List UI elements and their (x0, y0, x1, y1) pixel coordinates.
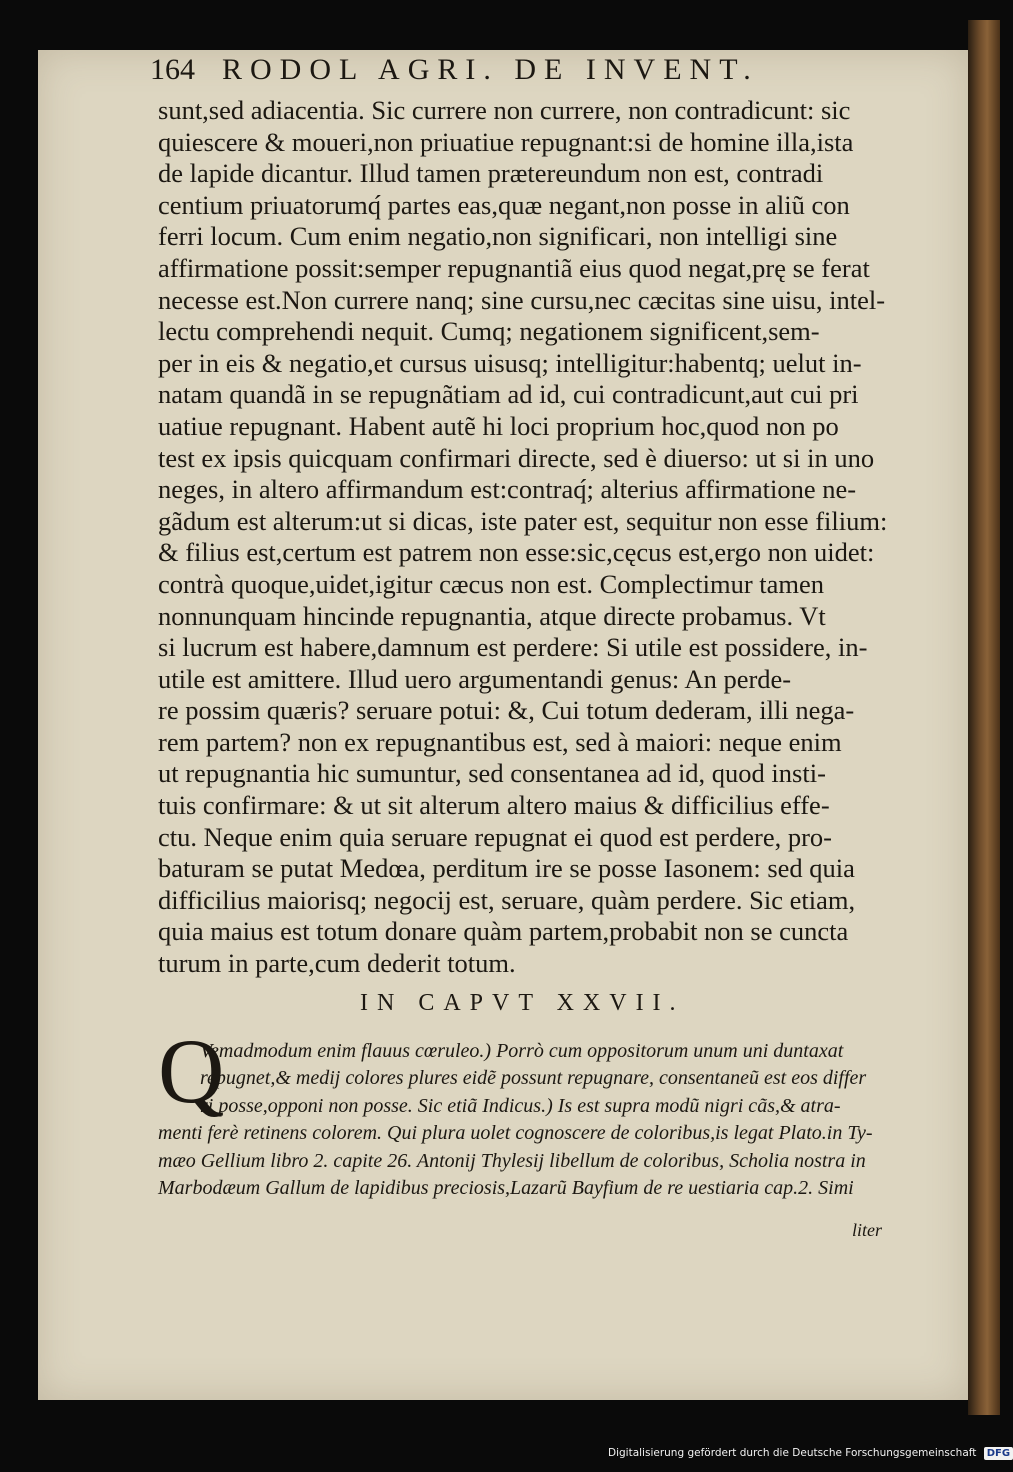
commentary-notes (158, 1038, 940, 1202)
main-text-block (158, 95, 948, 980)
text-line: quia maius est totum donare quàm partem,probabit non se cuncta (158, 916, 849, 947)
text-line: si lucrum est habere,damnum est perdere: Si utile est possidere, in- (158, 632, 868, 663)
drop-cap-initial: Q (158, 1020, 225, 1122)
text-line: de lapide dicantur. Illud tamen prætereundum non est, contradi (158, 158, 824, 189)
note-line: Marbodæum Gallum de lapidibus preciosis,Lazarũ Bayfium de re uestiaria cap.2. Simi (158, 1176, 854, 1199)
text-line: per in eis & negatio,et cursus uisusq; intelligitur:habentq; uelut in- (158, 347, 862, 378)
note-line: menti ferè retinens colorem. Qui plura uolet cognoscere de coloribus,is legat Plato.in Ty- (158, 1122, 873, 1145)
note-line: repugnet,& medij colores plures eidẽ possunt repugnare, consentaneũ est eos differ (200, 1067, 867, 1090)
running-head (150, 53, 850, 93)
text-line: nonnunquam hincinde repugnantia, atque directe probamus. Vt (158, 600, 826, 631)
text-line: turum in parte,cum dederit totum. (158, 948, 516, 979)
text-line: tuis confirmare: & ut sit alterum altero maius & difficilius effe- (158, 790, 830, 821)
text-line: test ex ipsis quicquam confirmari directe, sed è diuerso: ut si in uno (158, 442, 875, 473)
text-line: necesse est.Non currere nanq; sine cursu,nec cæcitas sine uisu, intel- (158, 284, 886, 315)
page-number: 164 (150, 53, 195, 86)
text-line: baturam se putat Medœa, perditum ire se posse Iasonem: sed quia (158, 853, 855, 884)
text-line: affirmatione possit:semper repugnantiã eius quod negat,prę se ferat (158, 252, 870, 283)
text-line: quiescere & moueri,non priuatiue repugnant:si de homine illa,ista (158, 126, 854, 157)
dfg-logo: DFG (984, 1447, 1013, 1460)
note-line: Vemadmodum enim flauus cœruleo.) Porrò cum oppositorum unum uni duntaxat (200, 1040, 844, 1062)
text-line: ferri locum. Cum enim negatio,non significari, non intelligi sine (158, 221, 838, 252)
text-line: ut repugnantia hic sumuntur, sed consentanea ad id, quod insti- (158, 758, 826, 789)
chapter-heading: IN CAPVT XXVII. (360, 990, 685, 1016)
running-title: RODOL AGRI. DE INVENT. (222, 53, 759, 86)
text-line: uatiue repugnant. Habent autẽ hi loci proprium hoc,quod non po (158, 410, 839, 441)
note-line: mæo Gellium libro 2. capite 26. Antonij Thylesij libellum de coloribus, Scholia nostra in (158, 1149, 866, 1172)
text-line: gãdum est alterum:ut si dicas, iste pater est, sequitur non esse filium: (158, 505, 888, 536)
text-line: rem partem? non ex repugnantibus est, sed à maiori: neque enim (158, 726, 842, 757)
digitization-credit (608, 1447, 1013, 1460)
text-line: lectu comprehendi nequit. Cumq; negationem significent,sem- (158, 316, 820, 347)
text-line: neges, in altero affirmandum est:contraq́; alterius affirmatione ne- (158, 474, 857, 505)
text-line: contrà quoque,uidet,igitur cæcus non est. Complectimur tamen (158, 568, 825, 599)
text-line: re possim quæris? seruare potui: &, Cui totum dederam, illi nega- (158, 695, 855, 726)
note-line: ri posse,opponi non posse. Sic etiã Indicus.) Is est supra modũ nigri cãs,& atra- (200, 1094, 841, 1117)
catchword: liter (852, 1220, 882, 1240)
text-line: centium priuatorumq́ partes eas,quæ negant,non posse in aliũ con (158, 189, 850, 220)
credit-text: Digitalisierung gefördert durch die Deutsche Forschungsgemeinschaft (608, 1447, 977, 1459)
text-line: natam quandã in se repugnãtiam ad id, cui contradicunt,aut cui pri (158, 379, 859, 410)
text-line: utile est amittere. Illud uero argumentandi genus: An perde- (158, 663, 792, 694)
text-line: & filius est,certum est patrem non esse:sic,cęcus est,ergo non uidet: (158, 537, 875, 568)
text-line: difficilius maiorisq; negocij est, seruare, quàm perdere. Sic etiam, (158, 884, 856, 915)
book-spine-edge (968, 20, 1000, 1415)
text-line: sunt,sed adiacentia. Sic currere non currere, non contradicunt: sic (158, 95, 851, 125)
text-line: ctu. Neque enim quia seruare repugnat ei quod est perdere, pro- (158, 821, 833, 852)
